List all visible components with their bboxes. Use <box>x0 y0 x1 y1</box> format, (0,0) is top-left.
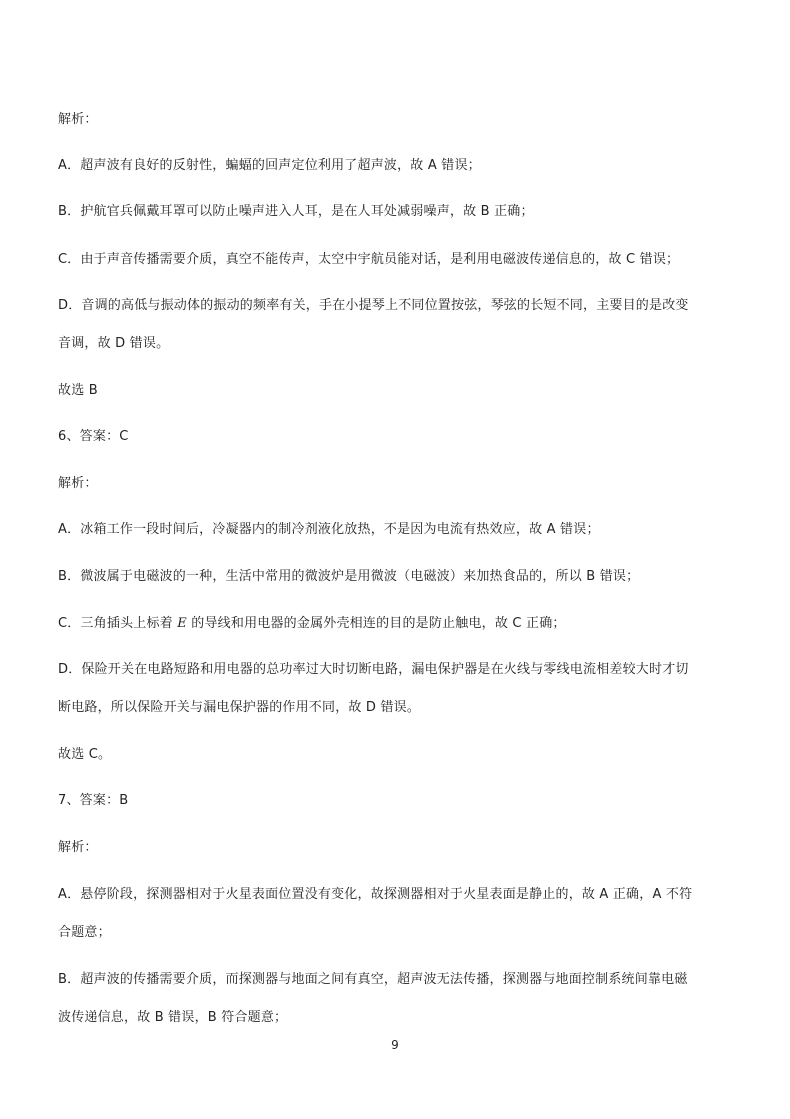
q7-analysis-label: 解析： <box>58 840 98 855</box>
q5-option-c: C．由于声音传播需要介质，真空不能传声，太空中宇航员能对话，是利用电磁波传递信息的，故 C 错误； <box>58 252 680 267</box>
q5-analysis-label: 解析： <box>58 112 98 127</box>
q6-option-c-variable: E <box>177 616 187 631</box>
q7-option-b-line1: B．超声波的传播需要介质，而探测器与地面之间有真空，超声波无法传播，探测器与地面控制系统间靠电磁 <box>58 972 688 987</box>
q7-option-b-line2: 波传递信息，故 B 错误，B 符合题意； <box>58 1010 288 1025</box>
q7-option-a-line2: 合题意； <box>58 925 111 940</box>
q6-conclusion: 故选 C。 <box>58 747 112 762</box>
q6-option-c-suffix: 的导线和用电器的金属外壳相连的目的是防止触电，故 C 正确； <box>191 616 566 631</box>
q6-option-a: A．冰箱工作一段时间后，冷凝器内的制冷剂液化放热，不是因为电流有热效应，故 A 错误； <box>58 522 600 537</box>
q5-conclusion: 故选 B <box>58 383 98 398</box>
q6-option-d-line2: 断电路，所以保险开关与漏电保护器的作用不同，故 D 错误。 <box>58 700 421 715</box>
q5-option-d-line1: D．音调的高低与振动体的振动的频率有关，手在小提琴上不同位置按弦，琴弦的长短不同，主要目的是改变 <box>58 298 689 313</box>
q6-option-d-line1: D．保险开关在电路短路和用电器的总功率过大时切断电路，漏电保护器是在火线与零线电流相差较大时才切 <box>58 662 689 677</box>
q6-option-c-prefix: C．三角插头上标着 <box>58 616 173 631</box>
q5-option-b: B．护航官兵佩戴耳罩可以防止噪声进入人耳，是在人耳处减弱噪声，故 B 正确； <box>58 204 534 219</box>
q6-option-c <box>58 615 566 633</box>
q7-answer: 7、答案：B <box>58 793 129 808</box>
page-number: 9 <box>391 1038 399 1052</box>
q6-option-b: B．微波属于电磁波的一种，生活中常用的微波炉是用微波（电磁波）来加热食品的，所以 B 错误； <box>58 569 640 584</box>
q5-option-a: A．超声波有良好的反射性，蝙蝠的回声定位利用了超声波，故 A 错误； <box>58 158 481 173</box>
q7-option-a-line1: A．悬停阶段，探测器相对于火星表面位置没有变化，故探测器相对于火星表面是静止的，故 A 正确，A 不符 <box>58 887 693 902</box>
q5-option-d-line2: 音调，故 D 错误。 <box>58 336 170 351</box>
q6-analysis-label: 解析： <box>58 476 98 491</box>
q6-answer: 6、答案：C <box>58 429 129 444</box>
